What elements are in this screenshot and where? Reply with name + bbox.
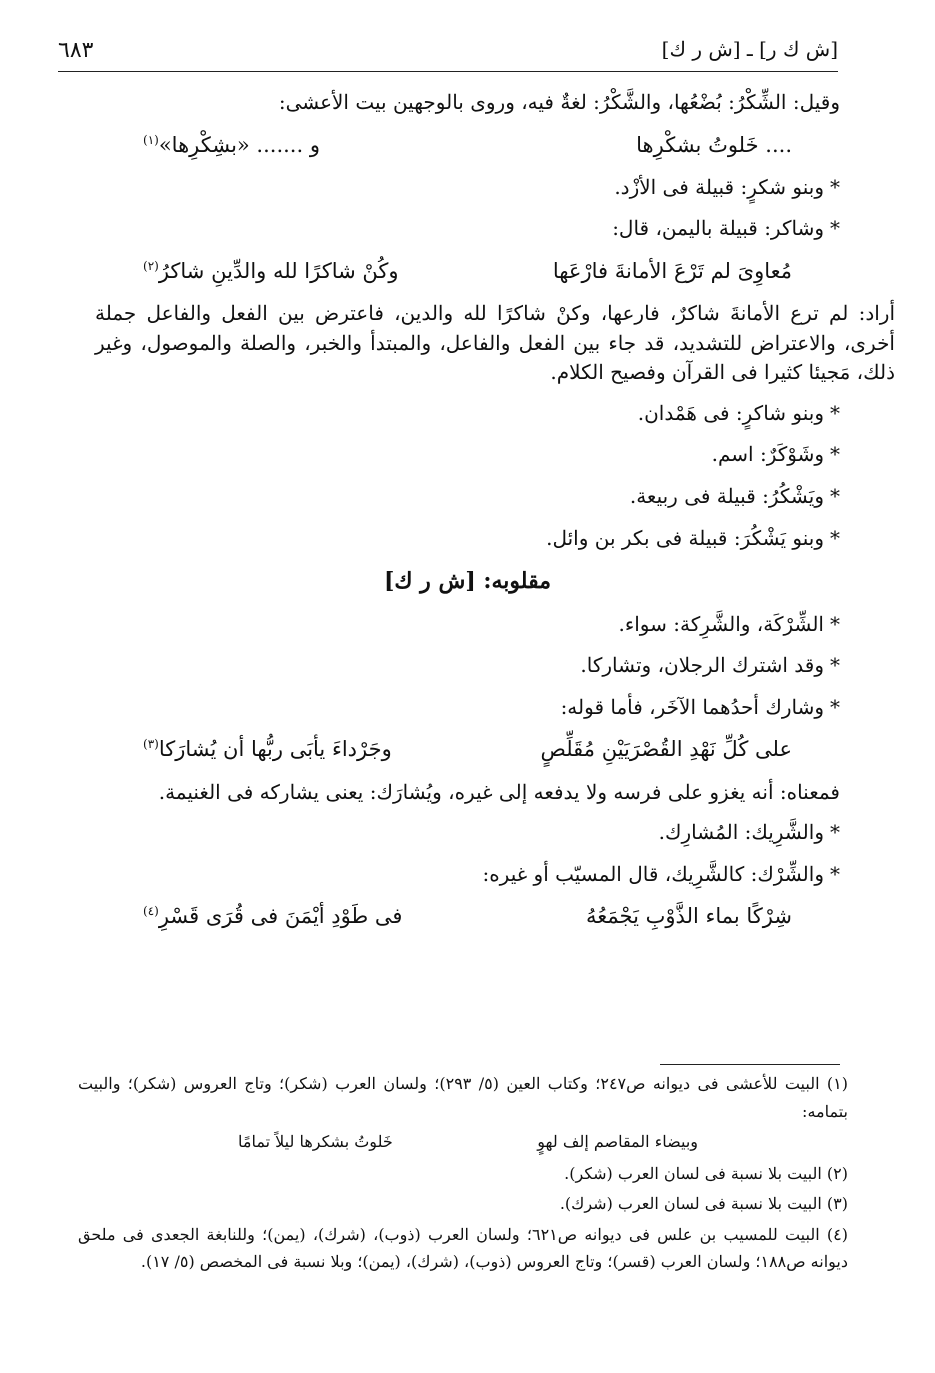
entry-star: * — [830, 483, 840, 508]
paragraph: أراد: لم ترع الأمانةَ شاكرٌ، فارعها، وكنْ شاكرًا لله والدين، فاعترض بين الفعل والفاعل جملة أخرى، والاعتراض للتشديد، قد جاء بين الفعل والفاعل، والمبتدأ والخبر، والصلة والموصول، وغير ذلك، مَجيئا كثيرا فى القرآن وفصيح الكلام. — [95, 300, 896, 385]
footnote-verse-first: وبيضاء المقاصم إلف لهوٍ — [537, 1132, 698, 1152]
entry — [95, 214, 840, 244]
running-head: [ش ك ر] ـ [ش ر ك] — [661, 37, 838, 61]
entry-star: * — [830, 820, 840, 845]
entry — [95, 651, 840, 681]
entry-star: * — [830, 442, 840, 467]
entry-star: * — [830, 611, 840, 636]
footnote: (٤) البيت للمسيب بن علس فى ديوانه ص٦٢١؛ ولسان العرب (ذوب)، (شرك)، (يمن)؛ وللنابغة الجعدى فى ملحق ديوانه ص١٨٨؛ ولسان العرب (قسر)؛ وتاج العروس (ذوب)، (شرك)، (يمن)؛ وبلا نسبة فى المخصص (٥/ ١٧). — [78, 1224, 848, 1272]
entry-text: وبنو يَشْكُرَ: قبيلة فى بكر بن وائل. — [546, 525, 824, 550]
footnotes — [78, 1070, 848, 1279]
footnote: (٣) البيت بلا نسبة فى لسان العرب (شرك). — [559, 1194, 848, 1214]
entry — [95, 399, 840, 429]
entry-text: وشارك أحدُهما الآخَر، فأما قوله: — [560, 694, 824, 719]
entry-star: * — [830, 216, 840, 241]
footnote-rule — [660, 1064, 840, 1065]
header-rule — [58, 71, 838, 72]
entry — [95, 860, 840, 890]
entry — [95, 482, 840, 512]
footnote-verse-second: خَلوتُ بشكرها ليلاً تمامًا — [238, 1132, 393, 1152]
section-heading: مقلوبه: [ش ر ك] — [383, 568, 551, 595]
verse-second-text: و ....... «بشِكْرِها» — [158, 132, 320, 157]
entry-text: والشِّرْك: كالشَّرِيك، قال المسيّب أو غيره: — [482, 861, 824, 886]
verse-first-hemistich: .... خَلوتُ بشكْرِها — [636, 132, 792, 157]
page-header — [58, 34, 838, 70]
entry-text: وقد اشترك الرجلان، وتشاركا. — [580, 653, 824, 678]
verse-line — [143, 901, 792, 932]
entry-star: * — [830, 653, 840, 678]
verse-first-hemistich: مُعاوِىَ لم تَرْعَ الأمانةَ فارْعَها — [552, 258, 792, 283]
entry-text: ويَشْكُرُ: قبيلة فى ربيعة. — [629, 483, 824, 508]
entry-star: * — [830, 694, 840, 719]
entry — [95, 440, 840, 470]
entry — [95, 818, 840, 848]
entry-text: والشَّرِيك: المُشارِك. — [658, 820, 824, 845]
verse-first-hemistich: شِرْكًا بماء الذَّوْبِ يَجْمَعُهُ — [586, 904, 792, 929]
entry-star: * — [830, 525, 840, 550]
verse-second-hemistich — [143, 734, 392, 765]
entry-star: * — [830, 400, 840, 425]
entry-star: * — [830, 174, 840, 199]
verse-second-hemistich — [143, 901, 402, 932]
footnote-verse — [238, 1128, 698, 1156]
page-number: ٦٨٣ — [58, 38, 94, 63]
text-line: وقيل: الشِّكْرُ: بُضْعُها، والشَّكْرُ: لغةٌ فيه، وروى بالوجهين بيت الأعشى: — [278, 90, 840, 114]
main-text — [95, 88, 896, 944]
entry — [95, 524, 840, 554]
verse-second-hemistich — [143, 256, 398, 287]
entry-star: * — [830, 861, 840, 886]
entry — [95, 610, 840, 640]
verse-line — [143, 734, 792, 765]
verse-line — [143, 130, 792, 161]
footnote-marker: (٢) — [143, 258, 159, 273]
verse-line — [143, 256, 792, 287]
footnote: (٢) البيت بلا نسبة فى لسان العرب (شكر). — [564, 1163, 848, 1183]
footnote-marker: (٤) — [143, 904, 159, 919]
footnote-marker: (٣) — [143, 737, 159, 752]
verse-first-hemistich: على كُلِّ نَهْدِ القُصْرَيَيْنِ مُقَلِّصٍ — [540, 737, 792, 762]
footnote: (١) البيت للأعشى فى ديوانه ص٢٤٧؛ وكتاب العين (٥/ ٢٩٣)؛ ولسان العرب (شكر)؛ وتاج العروس (شكر)؛ والبيت بتمامه: — [78, 1074, 848, 1121]
entry-text: وبنو شكرٍ: قبيلة فى الأزْد. — [614, 174, 824, 199]
footnote-marker: (١) — [143, 132, 159, 147]
entry-text: وبنو شاكرٍ: فى هَمْدان. — [637, 400, 824, 425]
verse-second-text: وكُنْ شاكرًا لله والدِّينِ شاكرُ — [158, 258, 399, 283]
entry — [95, 173, 840, 203]
entry-text: وشاكر: قبيلة باليمن، قال: — [612, 216, 824, 241]
entry — [95, 693, 840, 723]
verse-second-text: فى طَوْدِ أيْمَنَ فى قُرَى قَسْرِ — [158, 904, 403, 929]
verse-second-hemistich — [143, 130, 320, 161]
paragraph: فمعناه: أنه يغزو على فرسه ولا يدفعه إلى غيره، ويُشارَك: يعنى يشاركه فى الغنيمة. — [158, 779, 840, 804]
entry-text: وشَوْكَرٌ: اسم. — [711, 442, 824, 467]
entry-text: الشِّرْكَة، والشَّرِكة: سواء. — [618, 611, 824, 636]
verse-second-text: وجَرْداءَ يأبَى ربُّها أن يُشارَكا — [158, 737, 392, 762]
